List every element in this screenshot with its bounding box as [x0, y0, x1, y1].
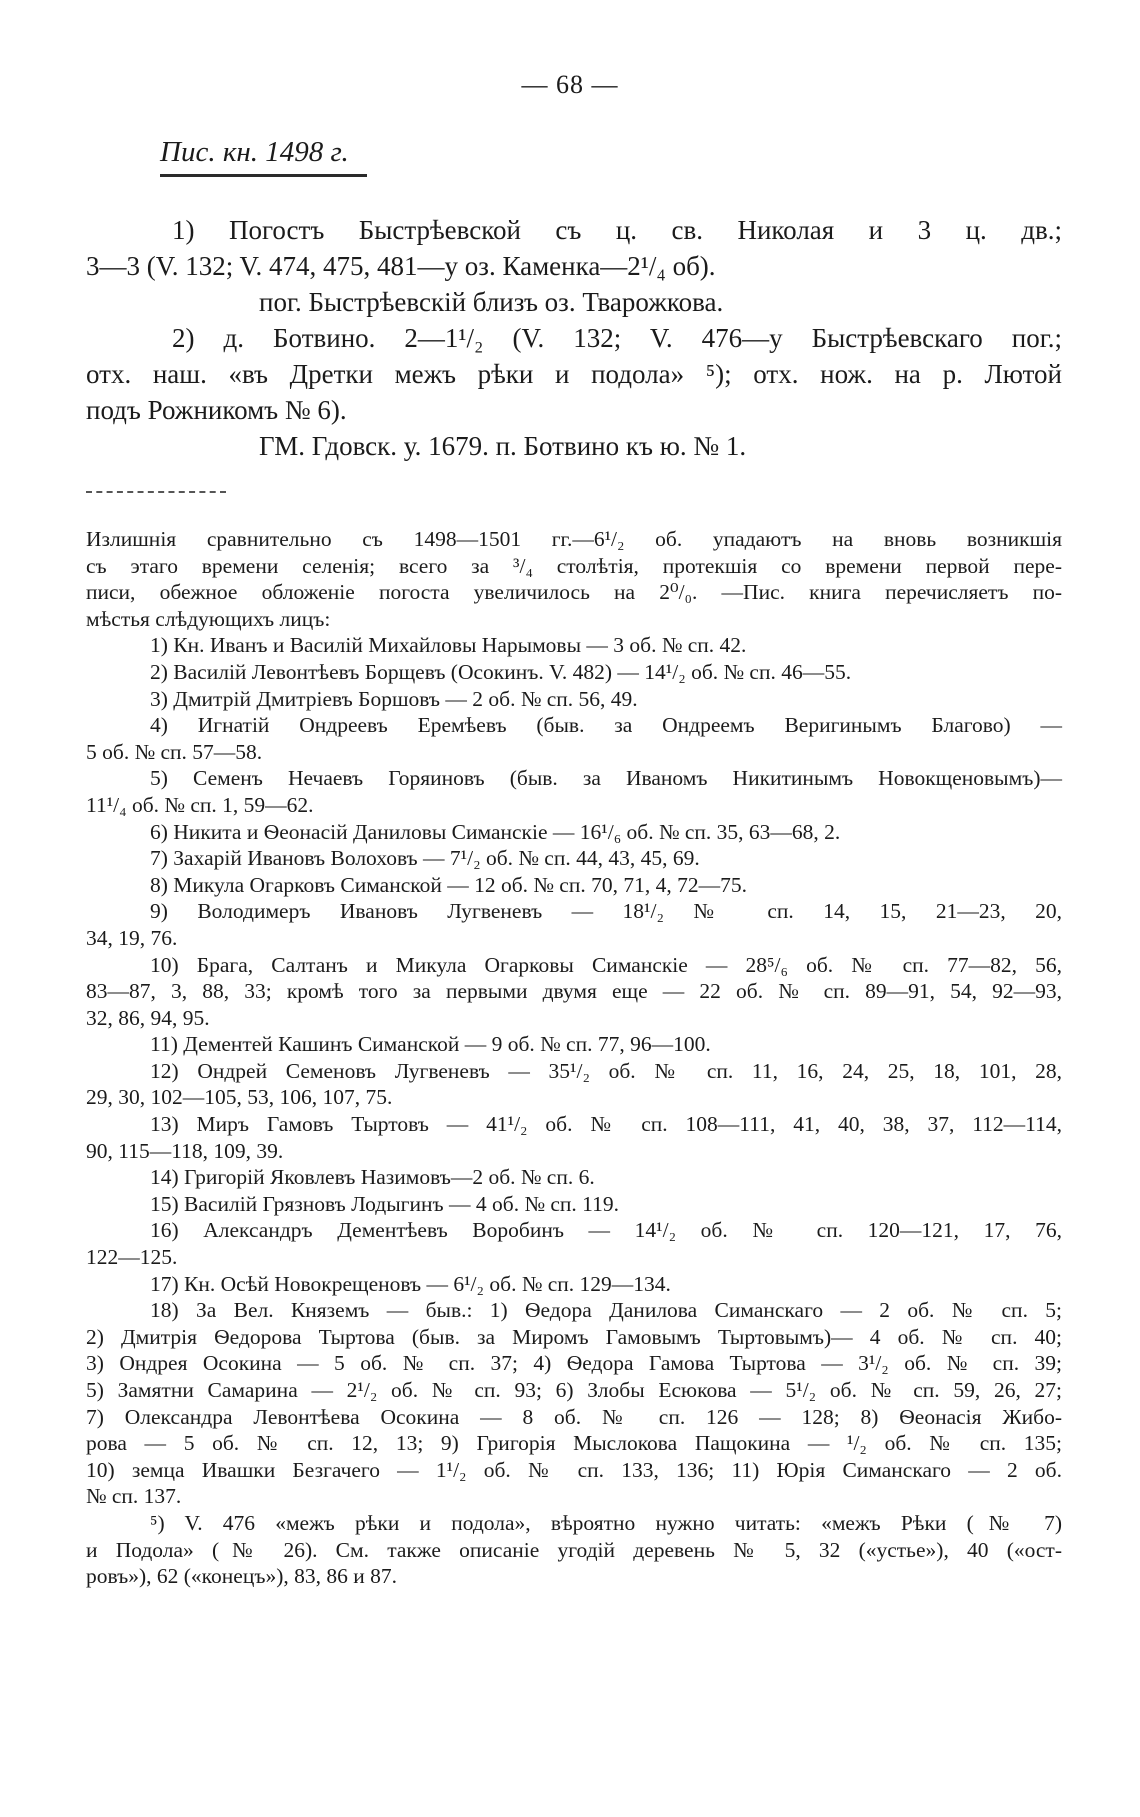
footnote-line: и Подола» (№ 26). См. также описаніе угодій деревень № 5, 32 («устье»), 40 («ост-: [86, 1537, 1062, 1562]
owner-entry: 7) Захарій Ивановъ Волоховъ — 7¹/₂ об. № сп. 44, 43, 45, 69.: [150, 846, 700, 871]
section-divider: [86, 491, 226, 493]
intro-line: мѣстья слѣдующихъ лицъ:: [86, 606, 331, 631]
entry-line: ГМ. Гдовск. у. 1679. п. Ботвино къ ю. № 1.: [259, 431, 747, 461]
owner-entry-continuation: 5 об. № сп. 57—58.: [86, 739, 263, 764]
entry-line: пог. Быстрѣевскій близъ оз. Тварожкова.: [259, 287, 724, 317]
source-heading: Пис. кн. 1498 г.: [160, 136, 349, 168]
footnote: [86, 1510, 1062, 1590]
owner-entry: 12) Ондрей Семеновъ Лугвеневъ — 35¹/₂ об. № сп. 11, 16, 24, 25, 18, 101, 28,: [150, 1058, 1062, 1083]
owner-entry: 4) Игнатій Ондреевъ Еремѣевъ (быв. за Ондреемъ Веригинымъ Благово) —: [150, 713, 1062, 738]
owner-entry-continuation: 7) Олександра Левонтѣева Осокина — 8 об. № сп. 126 — 128; 8) Ѳеонасія Жибо-: [86, 1404, 1062, 1429]
owner-entry-continuation: 122—125.: [86, 1245, 178, 1270]
owner-entry: 8) Микула Огарковъ Симанской — 12 об. № сп. 70, 71, 4, 72—75.: [150, 872, 747, 897]
owner-entry: 15) Василій Грязновъ Лодыгинъ — 4 об. № сп. 119.: [150, 1191, 619, 1216]
owner-entry-continuation: 3) Ондрея Осокина — 5 об. № сп. 37; 4) Ѳедора Гамова Тыртова — 3¹/₂ об. № сп. 39;: [86, 1351, 1062, 1376]
owner-entry-continuation: 2) Дмитрія Ѳедорова Тыртова (быв. за Миромъ Гамовымъ Тыртовымъ)— 4 об. № сп. 40;: [86, 1324, 1062, 1349]
owner-entry-continuation: рова — 5 об. № сп. 12, 13; 9) Григорія Мыслокова Пащокина — ¹/₂ об. № сп. 135;: [86, 1431, 1062, 1456]
owner-entry-continuation: 29, 30, 102—105, 53, 106, 107, 75.: [86, 1085, 393, 1110]
intro-line: Излишнія сравнительно съ 1498—1501 гг.—6¹/₂ об. упадаютъ на вновь возникшія: [86, 527, 1062, 551]
owner-entry: 3) Дмитрій Дмитріевъ Боршовъ — 2 об. № сп. 56, 49.: [150, 686, 638, 711]
page-number: — 68 —: [521, 70, 619, 99]
footnote-line: ⁵) V. 476 «межъ рѣки и подола», вѣроятно нужно читать: «межъ Рѣки (№ 7): [150, 1510, 1062, 1535]
owner-entry: 9) Володимеръ Ивановъ Лугвеневъ — 18¹/₂ № сп. 14, 15, 21—23, 20,: [150, 899, 1062, 924]
intro-line: съ этаго времени селенія; всего за ³/₄ столѣтія, протекшія со времени первой пере-: [86, 553, 1062, 578]
owner-entry: 1) Кн. Иванъ и Василій Михайловы Нарымовы — 3 об. № сп. 42.: [150, 633, 747, 658]
owners-list: [86, 632, 1062, 1510]
owner-entry-continuation: 5) Замятни Самарина — 2¹/₂ об. № сп. 93; 6) Злобы Есюкова — 5¹/₂ об. № сп. 59, 26, 27;: [86, 1378, 1062, 1402]
entry-block: [86, 212, 1062, 464]
entry-line: 1) Погостъ Быстрѣевской съ ц. св. Николая и 3 ц. дв.;: [172, 215, 1062, 245]
owner-entry: 18) За Вел. Княземъ — быв.: 1) Ѳедора Данилова Симанскаго — 2 об. № сп. 5;: [150, 1298, 1062, 1323]
owner-entry-continuation: 34, 19, 76.: [86, 925, 178, 950]
owner-entry-continuation: 10) земца Ивашки Безгачего — 1¹/₂ об. № сп. 133, 136; 11) Юрія Симанскаго — 2 об.: [86, 1457, 1062, 1482]
heading-underline: [160, 174, 367, 177]
owner-entry-continuation: 11¹/₄ об. № сп. 1, 59—62.: [86, 792, 314, 817]
owner-entry-continuation: 32, 86, 94, 95.: [86, 1005, 210, 1030]
commentary: [86, 526, 1062, 1590]
owner-entry: 16) Александръ Дементѣевъ Воробинъ — 14¹/₂ об. № сп. 120—121, 17, 76,: [150, 1218, 1062, 1243]
owner-entry: 2) Василій Левонтѣевъ Борщевъ (Осокинъ. V. 482) — 14¹/₂ об. № сп. 46—55.: [150, 659, 852, 684]
intro-line: писи, обежное обложеніе погоста увеличилось на 2⁰/₀. —Пис. книга перечисляетъ по-: [86, 580, 1062, 605]
owner-entry: 11) Дементей Кашинъ Симанской — 9 об. № сп. 77, 96—100.: [150, 1032, 711, 1057]
footnote-line: ровъ»), 62 («конецъ»), 83, 86 и 87.: [86, 1564, 397, 1589]
owner-entry-continuation: 83—87, 3, 88, 33; кромѣ того за первыми двумя еще — 22 об. № сп. 89—91, 54, 92—93,: [86, 979, 1062, 1004]
entry-line: 2) д. Ботвино. 2—1¹/₂ (V. 132; V. 476—у Быстрѣевскаго пог.;: [172, 323, 1062, 353]
owner-entry: 13) Миръ Гамовъ Тыртовъ — 41¹/₂ об. № сп. 108—111, 41, 40, 38, 37, 112—114,: [150, 1112, 1062, 1137]
owner-entry: 10) Брага, Салтанъ и Микула Огарковы Симанскіе — 28⁵/₆ об. № сп. 77—82, 56,: [150, 952, 1062, 977]
entry-line: подъ Рожникомъ № 6).: [86, 395, 347, 425]
owner-entry-continuation: 90, 115—118, 109, 39.: [86, 1138, 284, 1163]
owner-entry: 5) Семенъ Нечаевъ Горяиновъ (быв. за Иваномъ Никитинымъ Новокщеновымъ)—: [150, 766, 1062, 791]
owner-entry-continuation: № сп. 137.: [86, 1484, 182, 1509]
owner-entry: 14) Григорій Яковлевъ Назимовъ—2 об. № сп. 6.: [150, 1165, 595, 1190]
owner-entry: 17) Кн. Осѣй Новокрещеновъ — 6¹/₂ об. № сп. 129—134.: [150, 1271, 671, 1296]
owner-entry: 6) Никита и Ѳеонасій Даниловы Симанскіе — 16¹/₆ об. № сп. 35, 63—68, 2.: [150, 819, 841, 844]
entry-line: 3—3 (V. 132; V. 474, 475, 481—у оз. Каменка—2¹/₄ об).: [86, 251, 716, 281]
entry-line: отх. наш. «въ Дретки межъ рѣки и подола» ⁵); отх. нож. на р. Лютой: [86, 359, 1062, 389]
